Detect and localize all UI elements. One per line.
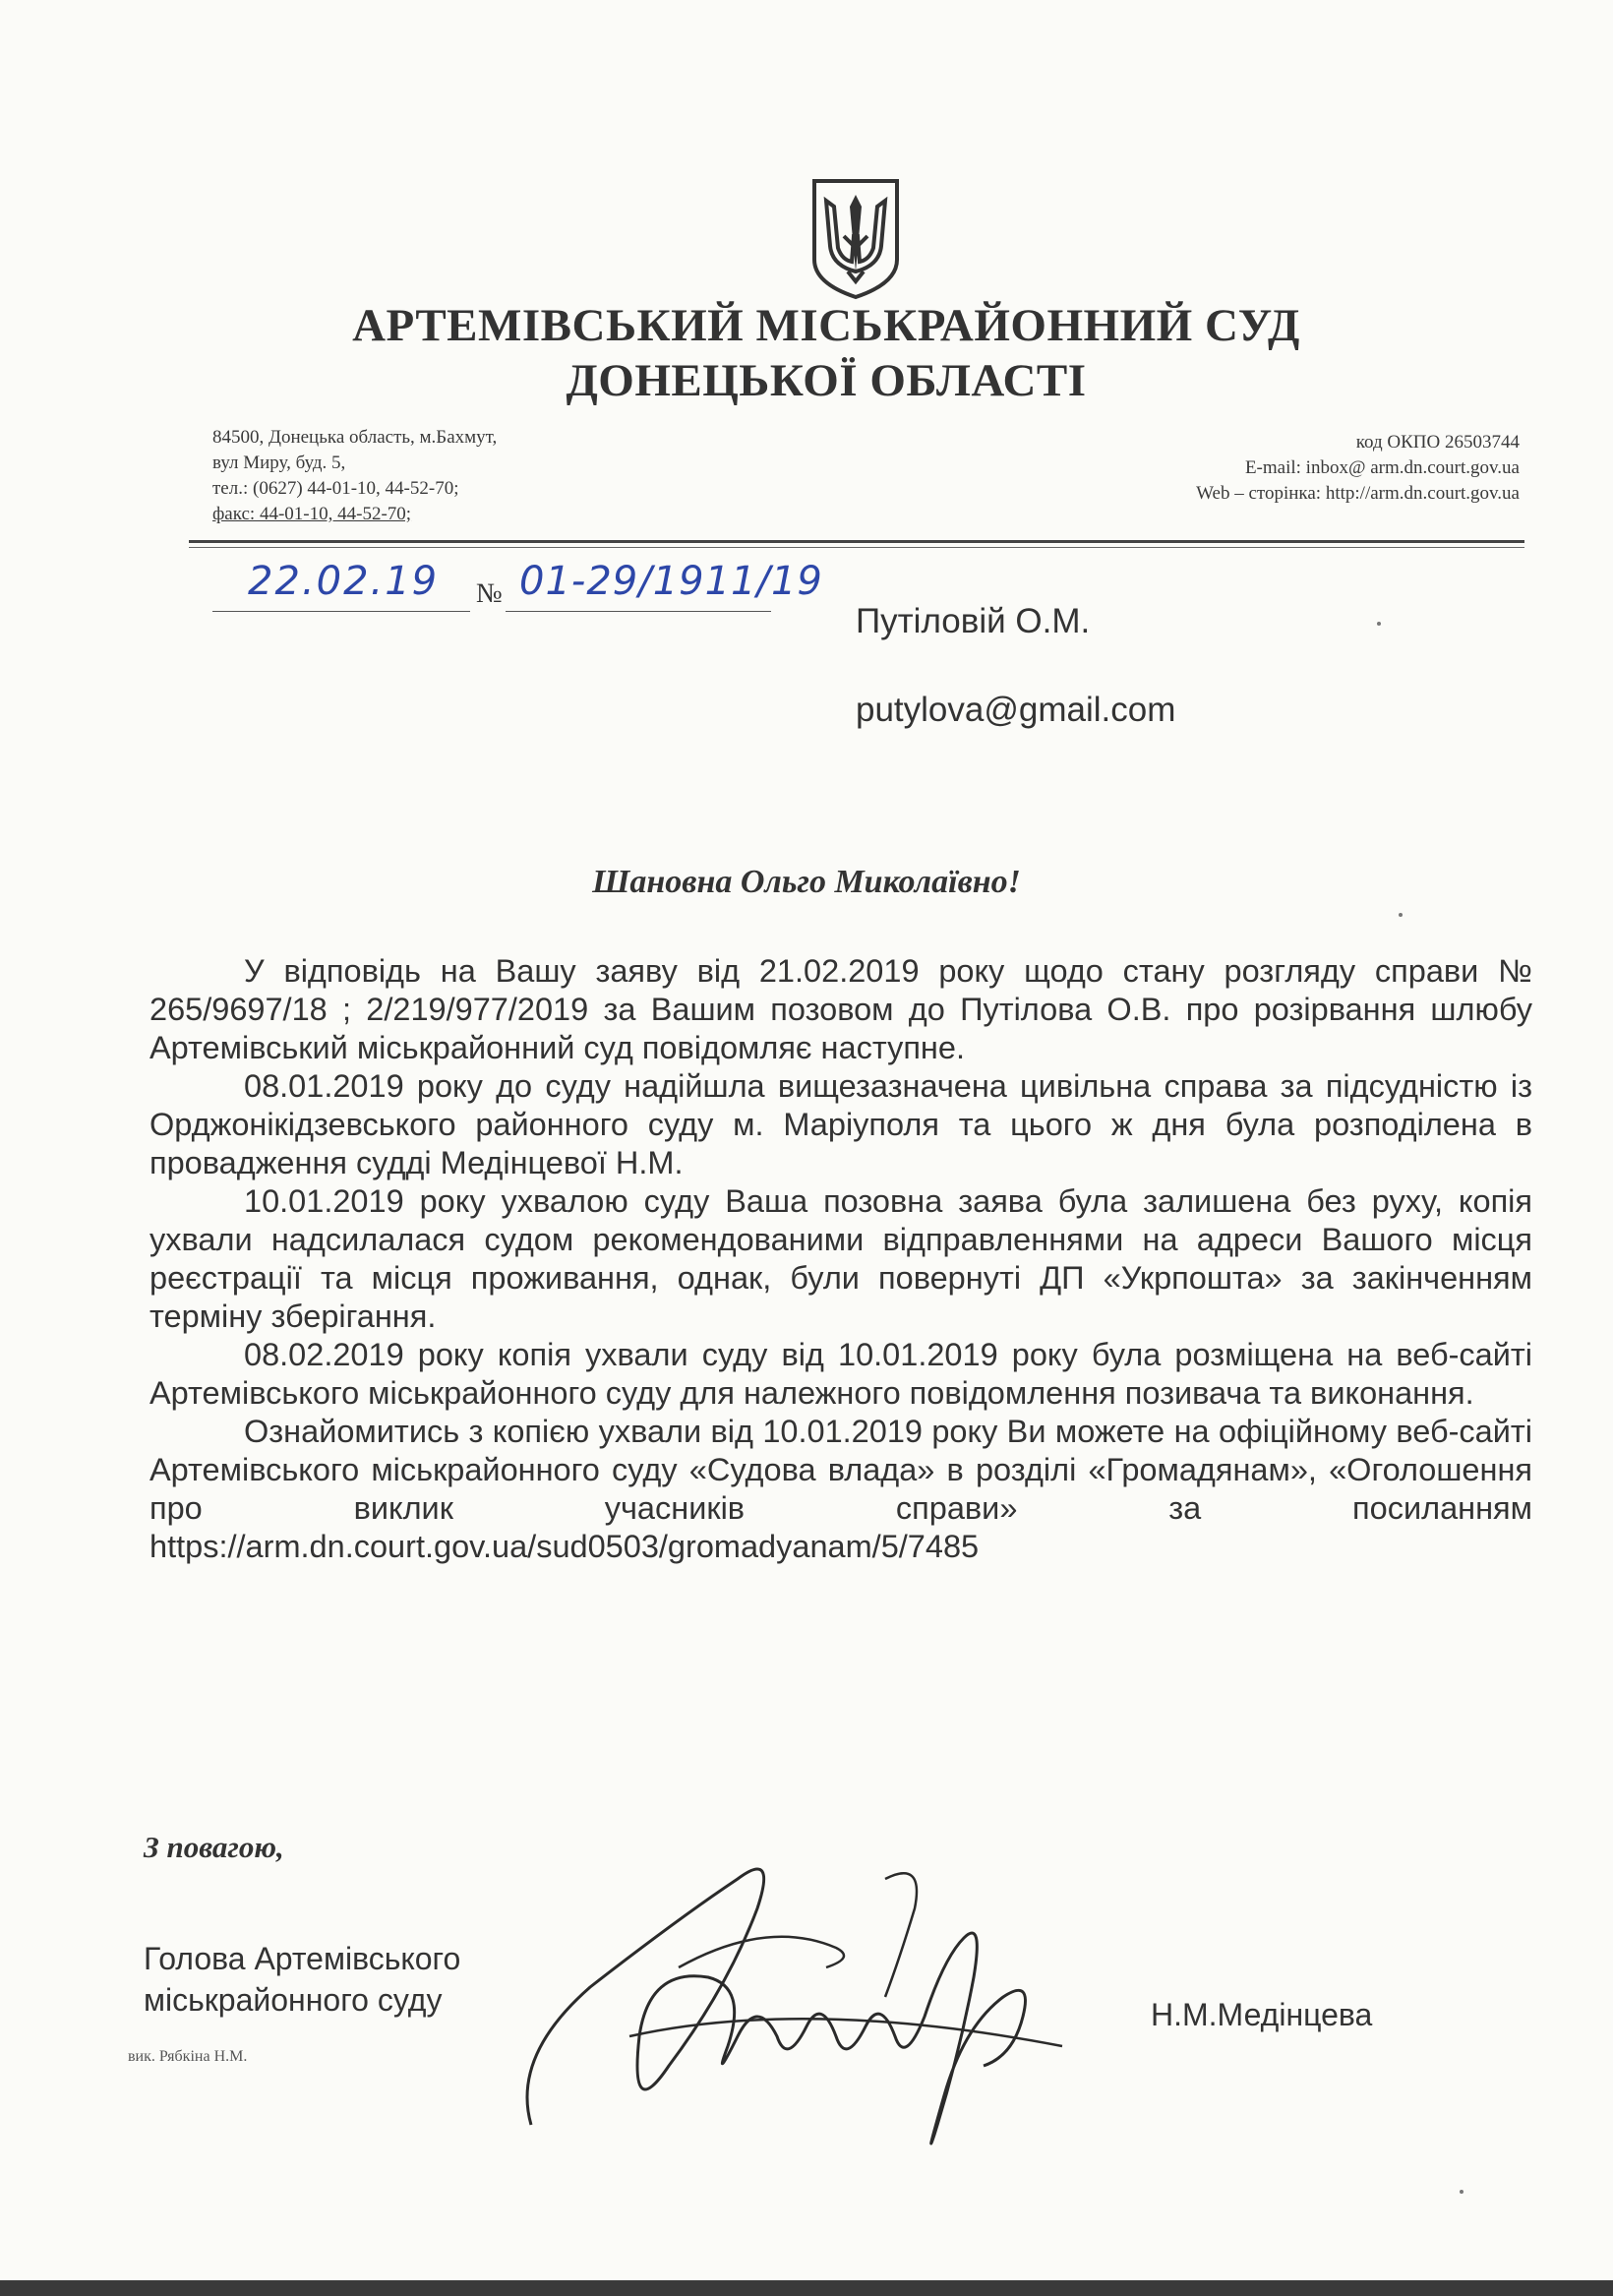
scan-speck (1460, 2190, 1464, 2194)
scan-border (0, 2280, 1613, 2296)
body-paragraph: Ознайомитись з копією ухвали від 10.01.2019 року Ви можете на офіційному веб-сайті Артемівського міськрайонного суду «Судова влада» в розділі «Громадянам», «Оголошення про виклик учасників справи» за посиланням https://arm.dn.court.gov.ua/sud0503/gromadyanam/5/7485 (149, 1414, 1532, 1564)
letter-body (149, 952, 1532, 1566)
number-field-line (506, 611, 771, 612)
scan-speck (1377, 622, 1381, 626)
date-field-line (212, 611, 470, 612)
header-divider (189, 540, 1524, 543)
tryzub-emblem-icon (808, 177, 903, 301)
addressee-name: Путіловій О.М. (856, 602, 1091, 640)
court-contacts (1043, 430, 1520, 507)
body-paragraph: 08.02.2019 року копія ухвали суду від 10.01.2019 року була розміщена на веб-сайті Артемівського міськрайонного суду для належного повідомлення позивача та виконання. (149, 1337, 1532, 1411)
court-website: Web – сторінка: http://arm.dn.court.gov.ua (1196, 483, 1520, 504)
position-line: міськрайонного суду (144, 1982, 443, 2018)
org-title-line2: ДОНЕЦЬКОЇ ОБЛАСТІ (566, 355, 1087, 406)
body-paragraph: 10.01.2019 року ухвалою суду Ваша позовна заява була залишена без руху, копія ухвали надсилалася судом рекомендованими відправленнями на адреси Вашого місця реєстрації та місця проживання, однак, були повернуті ДП «Укрпошта» за закінченням терміну зберігання. (149, 1183, 1532, 1334)
fax-line: факс: 44-01-10, 44-52-70; (212, 504, 412, 524)
address-line: 84500, Донецька область, м.Бахмут, (212, 427, 498, 448)
greeting: Шановна Ольго Миколаївно! (592, 864, 1021, 900)
address-line: вул Миру, буд. 5, (212, 453, 346, 473)
number-sign: № (476, 578, 503, 609)
signer-name: Н.М.Медінцева (1151, 1997, 1373, 2032)
okpo-code: код ОКПО 26503744 (1355, 432, 1520, 453)
signer-position (144, 1938, 460, 2021)
phone-line: тел.: (0627) 44-01-10, 44-52-70; (212, 478, 459, 499)
handwritten-number: 01-29/1911/19 (519, 559, 823, 604)
body-paragraph: У відповідь на Вашу заяву від 21.02.2019 року щодо стану розгляду справи № 265/9697/18 ; 2/219/977/2019 за Вашим позовом до Путілова О.В. про розірвання шлюбу Артемівський міськрайонний суд повідомляє наступне. (149, 953, 1532, 1065)
court-address (212, 425, 665, 527)
executor-note: вик. Рябкіна Н.М. (128, 2048, 248, 2065)
handwritten-signature (511, 1840, 1121, 2164)
handwritten-date: 22.02.19 (248, 559, 440, 604)
body-paragraph: 08.01.2019 року до суду надійшла вищезазначена цивільна справа за підсудністю із Орджонікідзевського районного суду м. Маріуполя та цього ж дня була розподілена в провадження судді Медінцевої Н.М. (149, 1068, 1532, 1180)
scan-speck (1399, 913, 1403, 917)
addressee-email: putylova@gmail.com (856, 691, 1176, 729)
position-line: Голова Артемівського (144, 1941, 461, 1976)
header-divider-thin (189, 547, 1524, 548)
org-title-line1: АРТЕМІВСЬКИЙ МІСЬКРАЙОННИЙ СУД (352, 300, 1300, 351)
court-email: E-mail: inbox@ arm.dn.court.gov.ua (1244, 457, 1520, 478)
closing-phrase: З повагою, (144, 1830, 284, 1864)
